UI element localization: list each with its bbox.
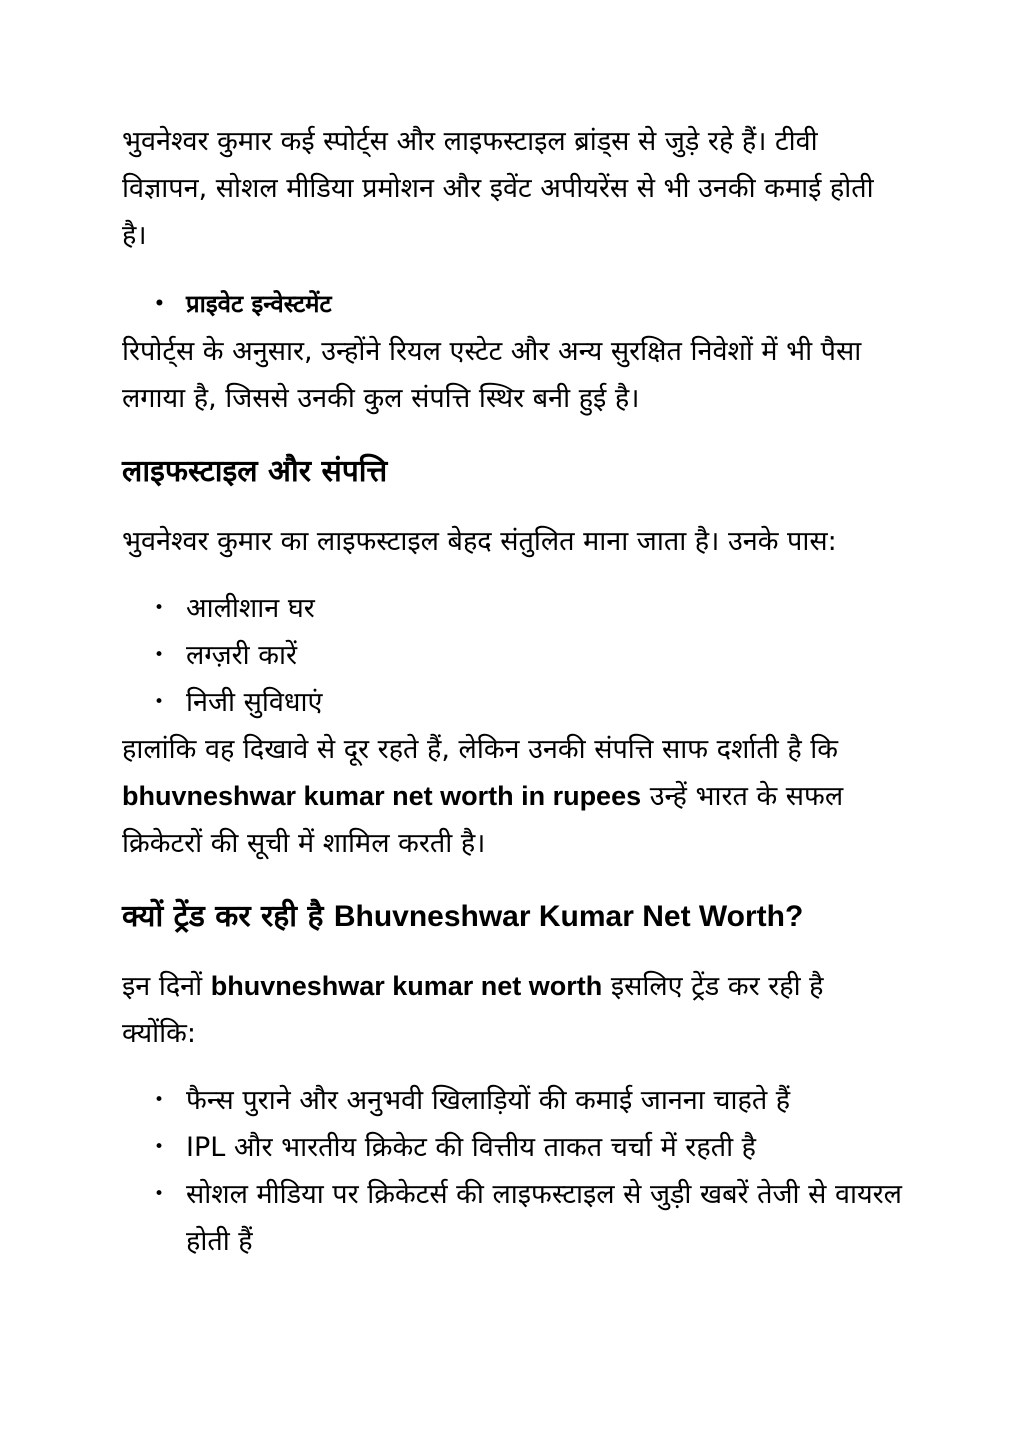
trending-keyword: bhuvneshwar kumar net worth bbox=[210, 971, 603, 1001]
list-item: • IPL और भारतीय क्रिकेट की वित्तीय ताकत चर्चा में रहती है bbox=[122, 1124, 902, 1171]
trending-reasons-list bbox=[122, 1077, 902, 1265]
investment-subheading: • प्राइवेट इन्वेस्टमेंट bbox=[122, 281, 902, 328]
list-item: • निजी सुविधाएं bbox=[122, 679, 902, 726]
investment-list bbox=[122, 281, 902, 328]
lifestyle-heading: लाइफस्टाइल और संपत्ति bbox=[122, 454, 388, 489]
list-item: • सोशल मीडिया पर क्रिकेटर्स की लाइफस्टाइल से जुड़ी खबरें तेजी से वायरल होती हैं bbox=[122, 1171, 902, 1265]
trending-intro bbox=[122, 963, 902, 1057]
investment-paragraph: रिपोर्ट्स के अनुसार, उन्होंने रियल एस्टेट और अन्य सुरक्षित निवेशों में भी पैसा लगाया है, जिससे उनकी कुल संपत्ति स्थिर बनी हुई है। bbox=[122, 336, 862, 414]
lifestyle-closing-paragraph bbox=[122, 726, 902, 867]
endorsements-paragraph: भुवनेश्वर कुमार कई स्पोर्ट्स और लाइफस्टाइल ब्रांड्स से जुड़े रहे हैं। टीवी विज्ञापन, सोशल मीडिया प्रमोशन और इवेंट अपीयरेंस से भी उनकी कमाई होती है। bbox=[122, 126, 874, 251]
list-item: • आलीशान घर bbox=[122, 585, 902, 632]
trending-heading-english: Bhuvneshwar Kumar Net Worth? bbox=[333, 900, 804, 933]
trending-heading-hindi: क्यों ट्रेंड कर रही है bbox=[122, 899, 334, 934]
assets-list bbox=[122, 585, 902, 726]
trending-intro-end: इसलिए ट्रेंड कर रही है क्योंकि: bbox=[122, 971, 824, 1049]
list-item: • फैन्स पुराने और अनुभवी खिलाड़ियों की कमाई जानना चाहते हैं bbox=[122, 1077, 902, 1124]
closing-keyword: bhuvneshwar kumar net worth in rupees bbox=[122, 781, 642, 811]
trending-intro-start: इन दिनों bbox=[122, 971, 211, 1002]
list-item: • लग्ज़री कारें bbox=[122, 632, 902, 679]
closing-text-start: हालांकि वह दिखावे से दूर रहते हैं, लेकिन उनकी संपत्ति साफ दर्शाती है कि bbox=[122, 734, 838, 765]
document-page bbox=[122, 118, 902, 1265]
lifestyle-intro: भुवनेश्वर कुमार का लाइफस्टाइल बेहद संतुलित माना जाता है। उनके पास: bbox=[122, 526, 837, 557]
trending-heading bbox=[122, 893, 902, 941]
closing-text-end: उन्हें भारत के सफल क्रिकेटरों की सूची में शामिल करती है। bbox=[122, 781, 844, 859]
